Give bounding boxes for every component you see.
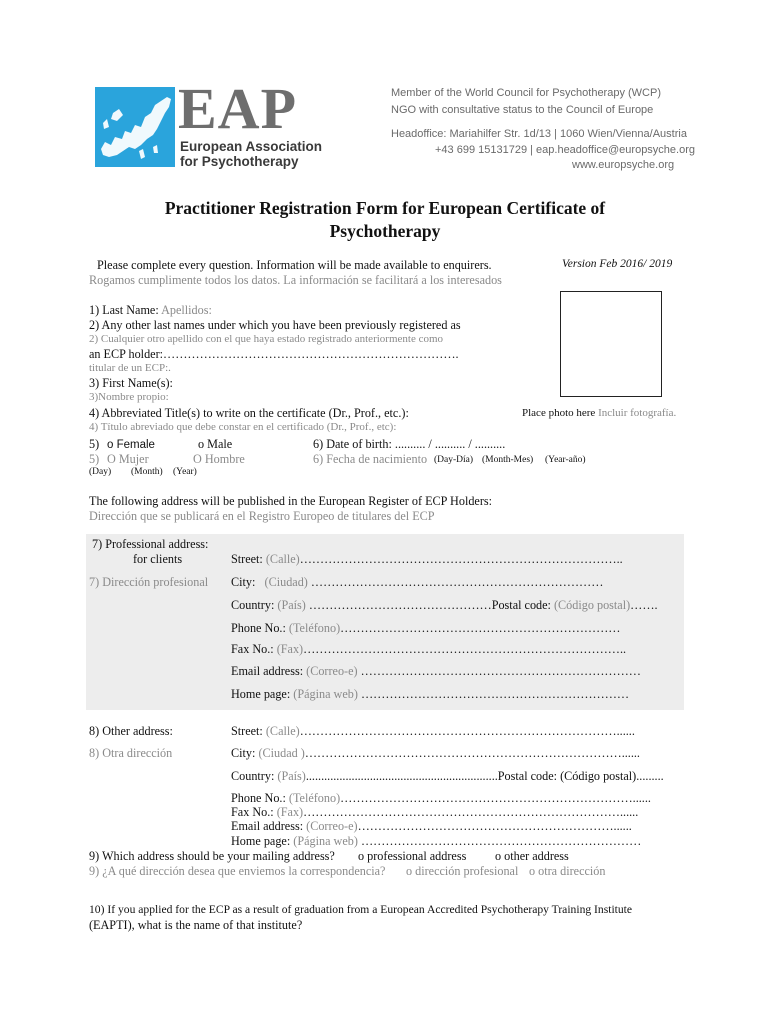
q6-year-label-es: (Year-año) (545, 455, 586, 465)
q5-mujer-option[interactable]: O Mujer (107, 452, 149, 466)
photo-box[interactable] (560, 291, 662, 397)
q5-male-option[interactable]: o Male (198, 437, 233, 451)
pro-city-field[interactable]: City: (Ciudad) ……………………………………………………………… (231, 575, 604, 589)
q5-female-option[interactable]: o Female (107, 439, 155, 451)
day-label: (Day) (89, 467, 112, 477)
header-ngo-line: NGO with consultative status to the Council of Europe (391, 104, 654, 116)
q4-title-es: 4) Título abreviado que debe constar en el certificado (Dr., Prof., etc): (89, 421, 397, 433)
other-email-field[interactable]: Email address: (Correo-e)………………………………………………………...... (231, 819, 632, 833)
q4-title[interactable]: 4) Abbreviated Title(s) to write on the certificate (Dr., Prof., etc.): (89, 406, 409, 420)
other-homepage-field[interactable]: Home page: (Página web) …………………………………………………………… (231, 834, 642, 848)
q2-other-last-names-es: 2) Cualquier otro apellido con el que haya estado registrado anteriormente como (89, 333, 444, 345)
q6-day-label-es: (Day-Día) (434, 455, 474, 465)
q10-question-line-2: (EAPTI), what is the name of that institute? (89, 918, 303, 932)
logo-subtitle-1: European Association (180, 139, 323, 154)
q7-label-es: 7) Dirección profesional (89, 575, 209, 589)
pro-email-field[interactable]: Email address: (Correo-e) …………………………………………………………… (231, 664, 641, 678)
header-contact-line: +43 699 15131729 | eap.headoffice@europsyche.org (435, 144, 695, 156)
q8-label-es: 8) Otra dirección (89, 746, 173, 760)
q6-date-of-birth-es: 6) Fecha de nacimiento (313, 452, 428, 466)
header-website-line: www.europsyche.org (572, 159, 675, 171)
other-city-field[interactable]: City: (Ciudad )……………………………………………………………………...... (231, 746, 640, 760)
q5-number-es: 5) (89, 452, 100, 466)
header-wcp-line: Member of the World Council for Psychotherapy (WCP) (391, 87, 661, 99)
form-title-line-1: Practitioner Registration Form for European Certificate of (164, 198, 606, 218)
q9-other-option-es[interactable]: o otra dirección (529, 864, 606, 878)
other-phone-field[interactable]: Phone No.: (Teléfono)………………………………………………………………...... (231, 791, 651, 805)
pro-homepage-field[interactable]: Home page: (Página web) ………………………………………………………… (231, 687, 630, 701)
q2-ecp-holder-es: titular de un ECP:. (89, 362, 171, 374)
q9-question: 9) Which address should be your mailing address? (89, 849, 335, 863)
other-country-field[interactable]: Country: (País)...............................................................Postal code: (Código postal)......... (231, 769, 664, 783)
q10-question-line-1: 10) If you applied for the ECP as a result of graduation from a European Accredited Psychotherapy Training Institute (89, 903, 633, 916)
pro-phone-field[interactable]: Phone No.: (Teléfono)…………………………………………………………… (231, 621, 621, 635)
q2-other-last-names: 2) Any other last names under which you have been previously registered as (89, 318, 461, 332)
q8-label: 8) Other address: (89, 724, 173, 738)
year-label: (Year) (173, 467, 197, 477)
q6-month-label-es: (Month-Mes) (482, 455, 534, 465)
q5-hombre-option[interactable]: O Hombre (193, 452, 245, 466)
q7-label: 7) Professional address: (92, 537, 209, 551)
logo-subtitle-2: for Psychotherapy (180, 154, 299, 169)
photo-caption: Place photo here Incluir fotografía. (522, 407, 677, 419)
other-fax-field[interactable]: Fax No.: (Fax)……………………………………………………………………...... (231, 805, 639, 819)
form-title-line-2: Psychotherapy (329, 221, 441, 241)
pro-country-field[interactable]: Country: (País) ………………………………………Postal code: (Código postal)……. (231, 598, 658, 612)
q9-professional-option[interactable]: o professional address (358, 849, 467, 863)
q3-first-name[interactable]: 3) First Name(s): (89, 376, 173, 390)
q9-question-es: 9) ¿A qué dirección desea que enviemos la correspondencia? (89, 864, 386, 878)
europe-map-icon (95, 87, 175, 167)
pro-fax-field[interactable]: Fax No.: (Fax)…………………………………………………………………….. (231, 642, 627, 656)
q9-other-option[interactable]: o other address (495, 849, 569, 863)
q7-label-clients: for clients (133, 552, 183, 566)
pro-street-field[interactable]: Street: (Calle)…………………………………………………………………….. (231, 552, 623, 566)
q6-date-of-birth[interactable]: 6) Date of birth: .......... / .......... / .......... (313, 437, 506, 451)
other-street-field[interactable]: Street: (Calle)……………………………………………………………………...... (231, 724, 635, 738)
month-label: (Month) (131, 467, 163, 477)
q1-last-name[interactable]: 1) Last Name: Apellidos: (89, 303, 212, 317)
version-label: Version Feb 2016/ 2019 (562, 258, 673, 270)
logo-text: EAP (178, 76, 297, 141)
q9-professional-option-es[interactable]: o dirección profesional (406, 864, 519, 878)
header-address-line: Headoffice: Mariahilfer Str. 1d/13 | 1060 Wien/Vienna/Austria (391, 128, 687, 140)
q5-number: 5) (89, 437, 100, 451)
q2-ecp-holder-field[interactable]: an ECP holder:………………………………………………………………. (89, 347, 459, 361)
address-note: The following address will be published in the European Register of ECP Holders: (89, 494, 493, 508)
intro-english: Please complete every question. Information will be made available to enquirers. (97, 258, 492, 272)
address-note-es: Dirección que se publicará en el Registro Europeo de titulares del ECP (89, 509, 435, 523)
q3-first-name-es: 3)Nombre propio: (89, 391, 169, 403)
intro-spanish: Rogamos cumplimente todos los datos. La información se facilitará a los interesados (89, 273, 502, 287)
